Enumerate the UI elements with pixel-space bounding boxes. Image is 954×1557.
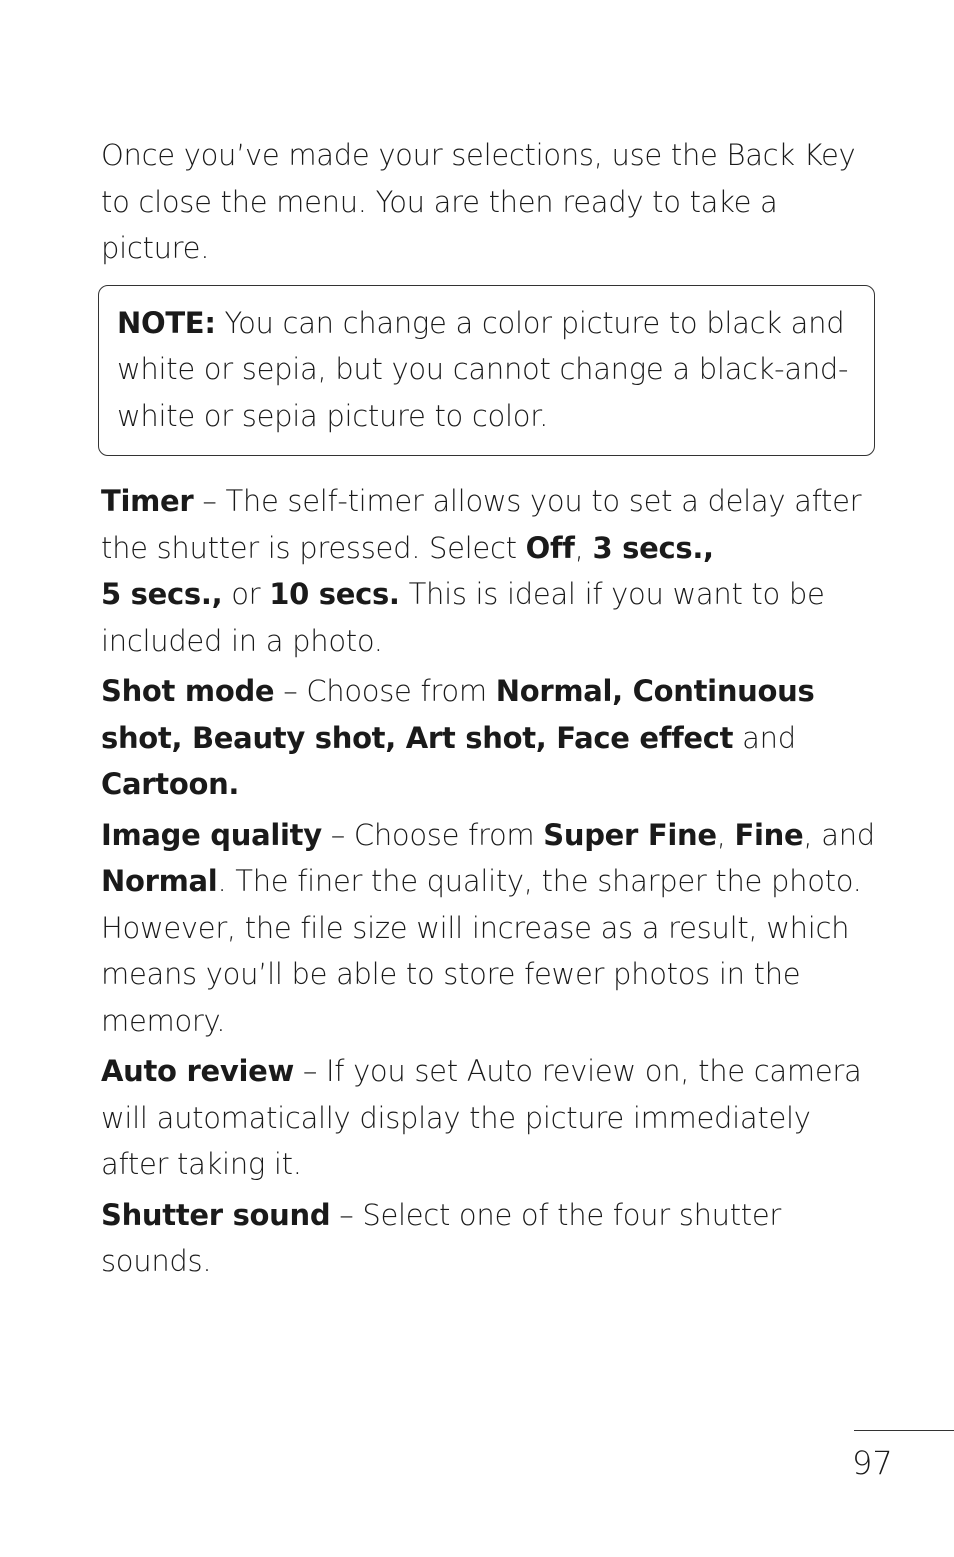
entry-timer [101,478,881,664]
option-5-secs: 5 secs., [101,577,223,611]
entry-text: . The finer the quality, the sharper the photo. However, the file size will increase as a result, which means you’ll be able to store fewer photos in the memory. [101,864,862,1038]
note-body: You can change a color picture to black and white or sepia, but you cannot change a black-and-white or sepia picture to color. [117,305,849,433]
page-content [101,132,881,1289]
entry-text: – Choose from [274,674,496,708]
intro-paragraph: Once you’ve made your selections, use the Back Key to close the menu. You are then ready to take a picture. [101,138,856,265]
entry-term: Shutter sound [101,1197,331,1232]
entry-text: , [574,530,593,565]
entry-shot-mode [101,668,881,808]
entry-text: This is ideal if you want to be included in a photo. [101,577,825,658]
entry-text: or [222,577,270,611]
note-text [117,300,856,440]
entry-auto-review [101,1048,881,1188]
entry-term: Auto review [101,1054,294,1088]
entry-text: , [716,817,735,852]
entry-text: , and [803,817,875,852]
footer-rule [854,1430,954,1431]
option-normal: Normal [101,864,218,898]
page-number: 97 [852,1444,893,1482]
note-box [98,285,875,457]
note-label: NOTE: [117,305,216,340]
entry-text: – Choose from [321,817,544,852]
option-cartoon: Cartoon. [101,767,240,801]
entry-term: Timer [101,484,194,518]
entry-text: – The self-timer allows you to set a delay after the shutter is pressed. Select [101,484,862,565]
option-off: Off [525,530,575,565]
option-10-secs: 10 secs. [269,577,400,611]
entry-text: – If you set Auto review on, the camera will automatically display the picture immediately after taking it. [101,1054,862,1181]
option-fine: Fine [734,817,804,852]
entry-text: – Select one of the four shutter sounds. [101,1197,782,1278]
shot-mode-options: Normal, Continuous shot, Beauty shot, Art shot, Face effect [101,674,815,755]
entry-shutter-sound [101,1192,881,1285]
option-3-secs: 3 secs., [592,530,714,565]
entry-term: Image quality [101,817,322,852]
entry-image-quality [101,812,881,1045]
entry-term: Shot mode [101,674,275,708]
entry-text: and [733,720,796,755]
option-super-fine: Super Fine [543,817,717,852]
